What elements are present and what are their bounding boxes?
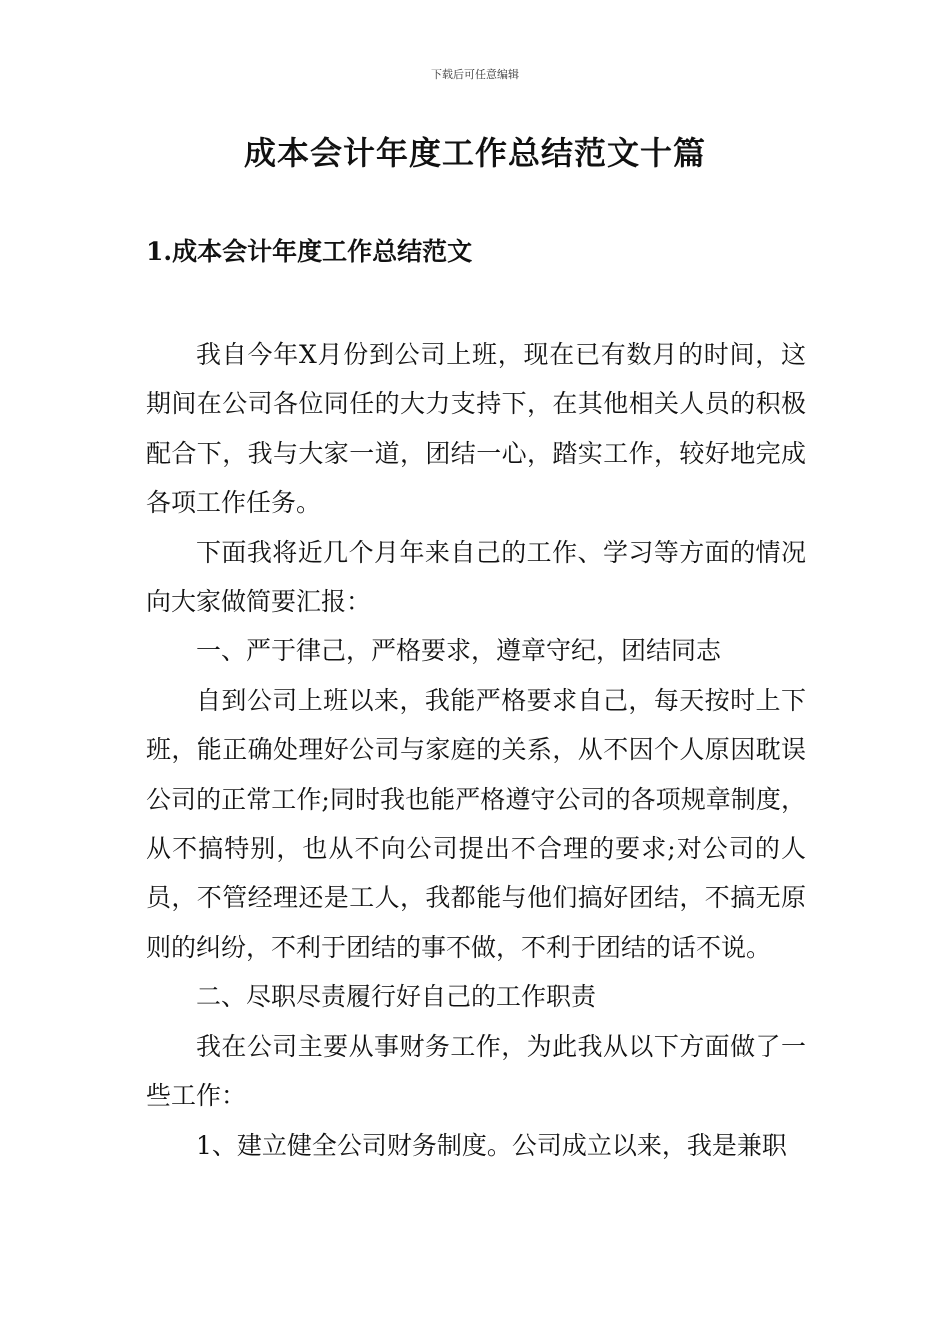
paragraph-report-lead: 下面我将近几个月年来自己的工作、学习等方面的情况向大家做简要汇报： (146, 537, 806, 617)
subheading-discipline: 一、严于律己，严格要求，遵章守纪，团结同志 (196, 636, 722, 666)
header-note: 下载后可任意编辑 (431, 68, 519, 81)
paragraph-item-1: 1、建立健全公司财务制度。公司成立以来，我是兼职 (196, 1130, 787, 1160)
document-body (146, 330, 806, 1170)
section-heading: 1.成本会计年度工作总结范文 (146, 237, 473, 266)
paragraph-intro: 我自今年X月份到公司上班，现在已有数月的时间，这期间在公司各位同任的大力支持下，在其他相关人员的积极配合下，我与大家一道，团结一心，踏实工作，较好地完成各项工作任务。 (146, 340, 806, 518)
subheading-duties: 二、尽职尽责履行好自己的工作职责 (196, 982, 597, 1012)
document-title: 成本会计年度工作总结范文十篇 (243, 134, 706, 172)
paragraph-duties: 我在公司主要从事财务工作，为此我从以下方面做了一些工作： (146, 1031, 806, 1111)
paragraph-discipline: 自到公司上班以来，我能严格要求自己，每天按时上下班，能正确处理好公司与家庭的关系，从不因个人原因耽误公司的正常工作;同时我也能严格遵守公司的各项规章制度，从不搞特别，也从不向公司提出不合理的要求;对公司的人员，不管经理还是工人，我都能与他们搞好团结，不搞无原则的纠纷，不利于团结的事不做，不利于团结的话不说。 (146, 685, 806, 962)
